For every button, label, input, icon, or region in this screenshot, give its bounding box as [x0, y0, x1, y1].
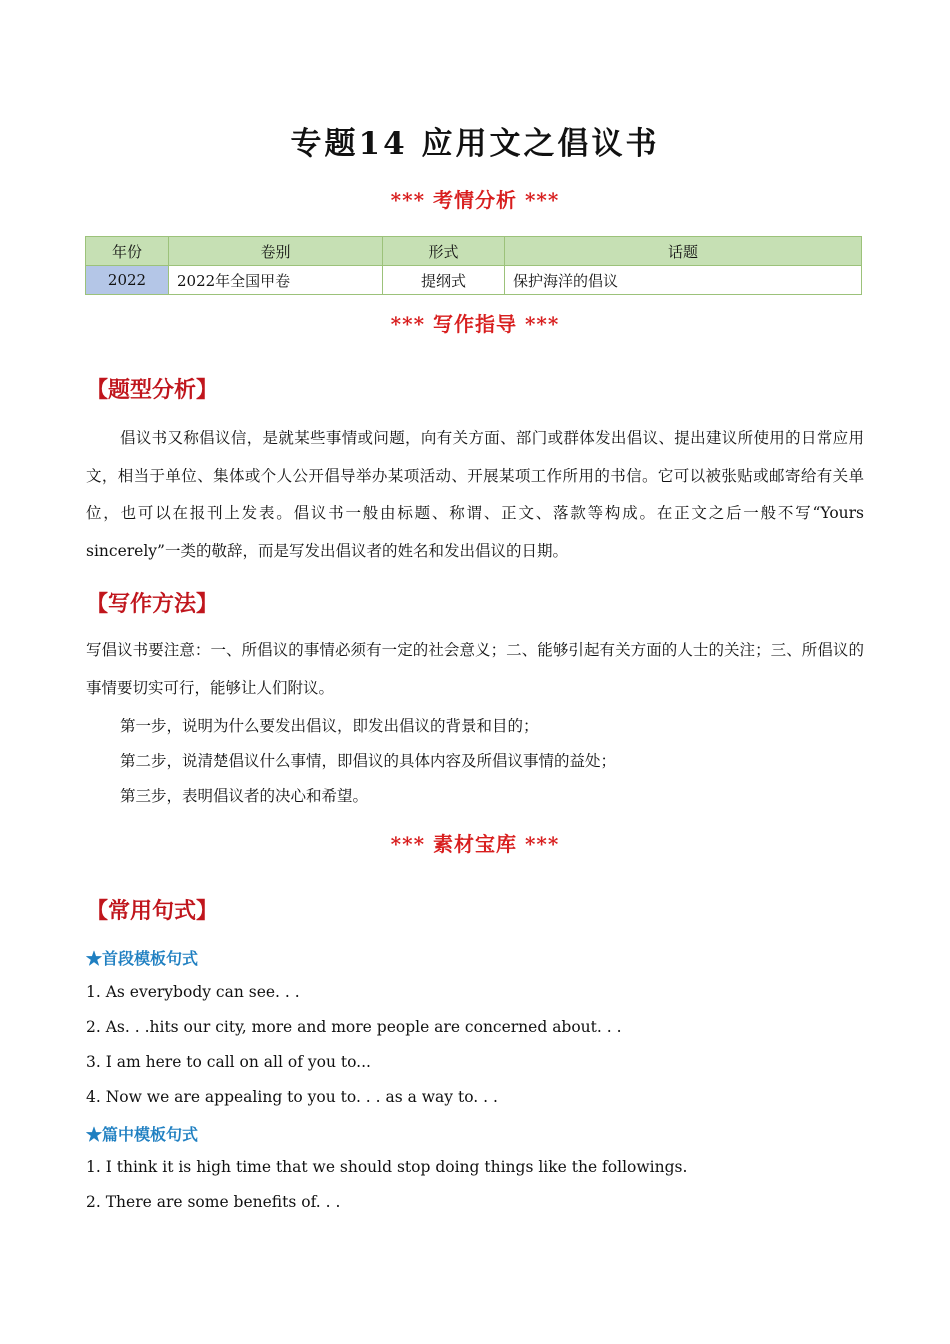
- table-cell: 提纲式: [383, 266, 505, 295]
- step-item: 第二步，说清楚倡议什么事情，即倡议的具体内容及所倡议事情的益处；: [120, 752, 617, 770]
- sentence-item: 1. As everybody can see. . .: [86, 983, 300, 1001]
- subheading-middle-templates: ★篇中模板句式: [86, 1125, 199, 1144]
- exam-table: [85, 236, 862, 295]
- subheading-opening-templates: ★首段模板句式: [86, 949, 199, 968]
- banner-analysis: *** 考情分析 ***: [390, 188, 560, 212]
- sentence-item: 3. I am here to call on all of you to...: [86, 1053, 371, 1071]
- step-item: 第一步，说明为什么要发出倡议，即发出倡议的背景和目的；: [120, 717, 539, 735]
- table-cell: 2022: [86, 266, 169, 295]
- banner-material: *** 素材宝库 ***: [390, 832, 560, 856]
- heading-common-sentences: 【常用句式】: [86, 898, 219, 924]
- table-header-cell: 卷别: [169, 237, 383, 266]
- table-header-cell: 年份: [86, 237, 169, 266]
- table-cell: 2022年全国甲卷: [169, 266, 383, 295]
- banner-guide: *** 写作指导 ***: [390, 312, 560, 336]
- page-title: 专题14 应用文之倡议书: [290, 126, 660, 162]
- table-cell: 保护海洋的倡议: [505, 266, 862, 295]
- paragraph-writing-method: 写倡议书要注意：一、所倡议的事情必须有一定的社会意义；二、能够引起有关方面的人士的关注；三、所倡议的事情要切实可行，能够让人们附议。: [86, 641, 864, 697]
- sentence-item: 1. I think it is high time that we should stop doing things like the followings.: [86, 1158, 688, 1176]
- sentence-item: 2. As. . .hits our city, more and more people are concerned about. . .: [86, 1018, 622, 1036]
- table-header-cell: 话题: [505, 237, 862, 266]
- table-header-row: [86, 237, 862, 266]
- sentence-item: 4. Now we are appealing to you to. . . as a way to. . .: [86, 1088, 498, 1106]
- heading-writing-method: 【写作方法】: [86, 591, 219, 617]
- table-row: [86, 266, 862, 295]
- heading-type-analysis: 【题型分析】: [86, 377, 219, 403]
- paragraph-type-analysis: 倡议书又称倡议信，是就某些事情或问题，向有关方面、部门或群体发出倡议、提出建议所使用的日常应用文，相当于单位、集体或个人公开倡导举办某项活动、开展某项工作所用的书信。它可以被张贴或邮寄给有关单位，也可以在报刊上发表。倡议书一般由标题、称谓、正文、落款等构成。在正文之后一般不写“Yours sincerely”一类的敬辞，而是写发出倡议者的姓名和发出倡议的日期。: [86, 429, 864, 560]
- sentence-item: 2. There are some benefits of. . .: [86, 1193, 341, 1211]
- table-header-cell: 形式: [383, 237, 505, 266]
- step-item: 第三步，表明倡议者的决心和希望。: [120, 787, 369, 805]
